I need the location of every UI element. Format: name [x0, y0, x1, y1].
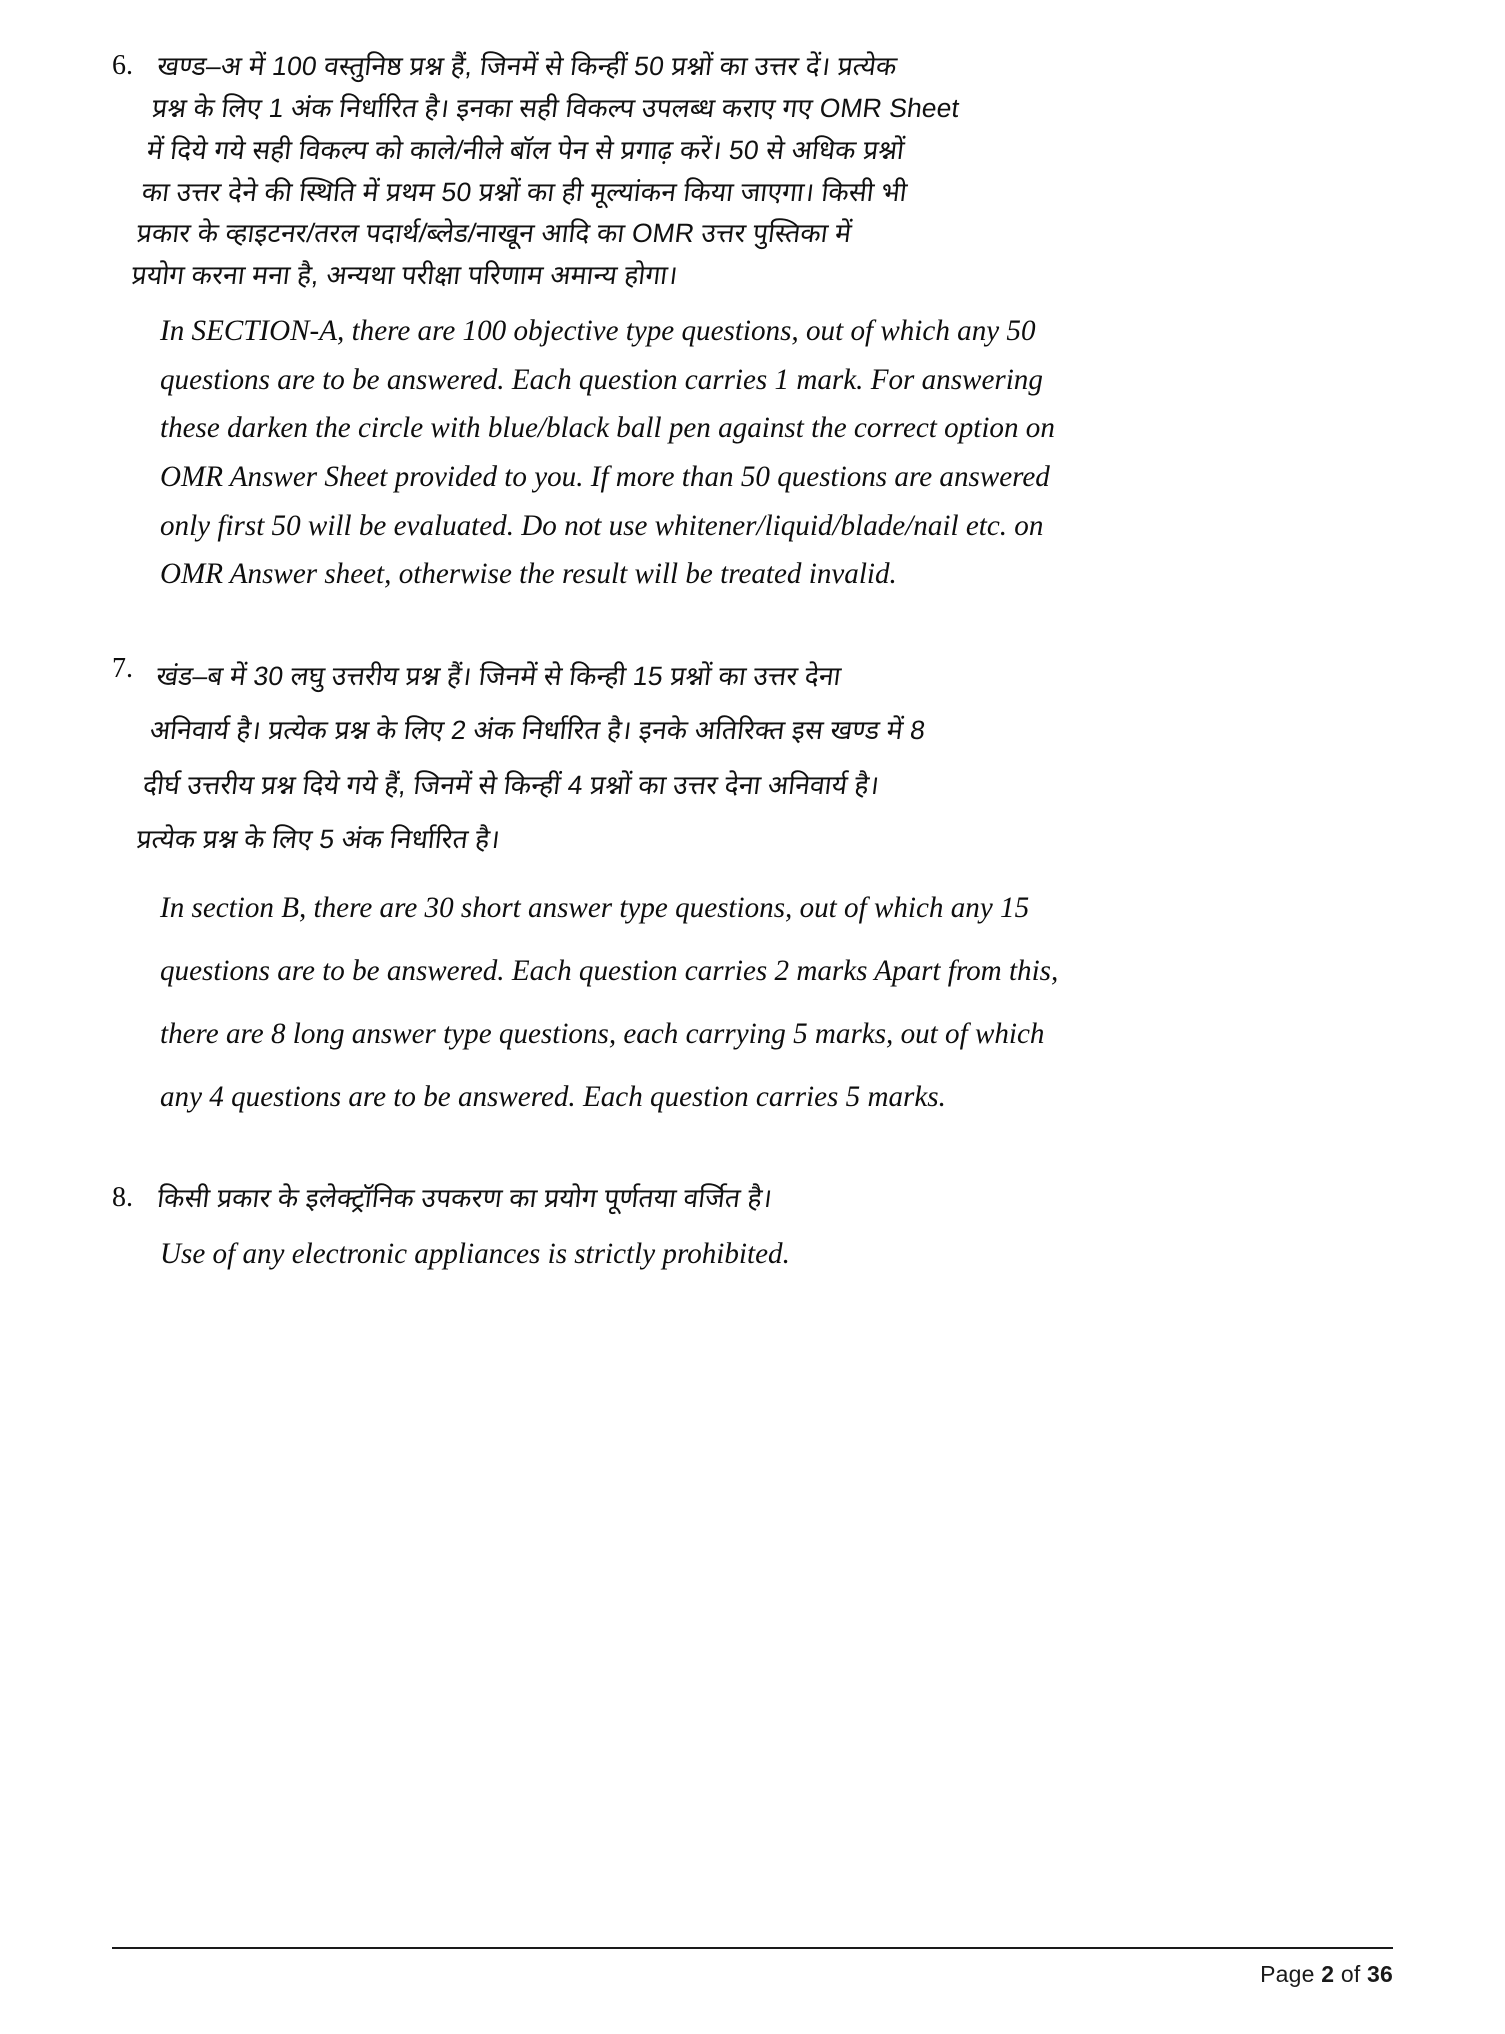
clause-6-hindi-line-6: प्रयोग करना मना है, अन्यथा परीक्षा परिणाम अमान्य होगा।: [130, 260, 680, 291]
clause-7: [112, 649, 1393, 1128]
clause-7-english-line-4: any 4 questions are to be answered. Each question carries 5 marks.: [160, 1079, 946, 1113]
clause-6-english-line-1: In SECTION-A, there are 100 objective type questions, out of which any 50: [160, 314, 1036, 348]
clause-6-english-line-3: these darken the circle with blue/black ball pen against the correct option on: [160, 411, 1055, 445]
spacer: [160, 866, 1393, 876]
clause-7-hindi-line-3: दीर्घ उत्तरीय प्रश्न दिये गये हैं, जिनमें से किन्हीं 4 प्रश्नों का उत्तर देना अनिवार्य है।: [141, 769, 881, 800]
clause-8-body: [155, 1178, 1393, 1278]
clause-6-hindi-line-4: का उत्तर देने की स्थिति में प्रथम 50 प्रश्नों का ही मूल्यांकन किया जाएगा। किसी भी: [140, 176, 909, 207]
footer-total-pages: 36: [1367, 1961, 1393, 1987]
clause-7-hindi-line-4: प्रत्येक प्रश्न के लिए 5 अंक निर्धारित है।: [134, 823, 502, 854]
footer-current-page: 2: [1321, 1961, 1335, 1987]
spacer: [160, 1220, 1393, 1230]
clause-6-english-line-2: questions are to be answered. Each question carries 1 mark. For answering: [160, 362, 1043, 396]
clause-6-hindi-line-5: प्रकार के व्हाइटनर/तरल पदार्थ/ब्लेड/नाखून आदि का OMR उत्तर पुस्तिका में: [135, 218, 854, 249]
clause-8: [112, 1178, 1393, 1278]
footer-separator: of: [1340, 1961, 1361, 1987]
clause-6-english: [160, 307, 1356, 599]
clause-7-english-line-2: questions are to be answered. Each question carries 2 marks Apart from this,: [160, 953, 1059, 987]
clause-8-english-line-1: Use of any electronic appliances is strictly prohibited.: [160, 1236, 790, 1270]
clause-7-english: [160, 876, 1356, 1128]
clause-6-hindi: [129, 46, 1393, 297]
clause-8-number: 8.: [112, 1181, 133, 1213]
clause-7-number: 7.: [112, 652, 133, 684]
clause-6-body: [130, 46, 1393, 599]
page-footer: [112, 1947, 1393, 1988]
clause-7-english-line-3: there are 8 long answer type questions, each carrying 5 marks, out of which: [160, 1016, 1045, 1050]
clause-7-hindi-line-2: अनिवार्य है। प्रत्येक प्रश्न के लिए 2 अंक निर्धारित है। इनके अतिरिक्त इस खण्ड में 8: [148, 715, 927, 746]
clause-7-hindi-line-1: खंड–ब में 30 लघु उत्तरीय प्रश्न हैं। जिनमें से किन्ही 15 प्रश्नों का उत्तर देना: [154, 660, 843, 691]
clause-6-english-line-4: OMR Answer Sheet provided to you. If more than 50 questions are answered: [160, 459, 1050, 493]
clause-6-hindi-line-1: खण्ड–अ में 100 वस्तुनिष्ठ प्रश्न हैं, जिनमें से किन्हीं 50 प्रश्नों का उत्तर दें। प्रत्येक: [155, 51, 899, 81]
spacer: [112, 625, 1393, 649]
clause-6-english-line-5: only first 50 will be evaluated. Do not use whitener/liquid/blade/nail etc. on: [160, 508, 1044, 542]
spacer: [160, 297, 1393, 307]
clause-7-english-line-1: In section B, there are 30 short answer type questions, out of which any 15: [160, 890, 1030, 924]
clause-6-english-line-6: OMR Answer sheet, otherwise the result will be treated invalid.: [160, 557, 897, 591]
spacer: [112, 1154, 1393, 1178]
clause-7-hindi: [133, 649, 1393, 866]
clause-8-english: [160, 1230, 1356, 1279]
clause-6-number: 6.: [112, 50, 133, 81]
page-number-text: [112, 1961, 1393, 1988]
clause-6-hindi-line-3: में दिये गये सही विकल्प को काले/नीले बॉल पेन से प्रगाढ़ करें। 50 से अधिक प्रश्नों: [145, 134, 907, 165]
clause-6: [112, 46, 1393, 599]
clause-8-hindi-line-1: किसी प्रकार के इलेक्ट्रॉनिक उपकरण का प्रयोग पूर्णतया वर्जित है।: [155, 1182, 774, 1213]
footer-divider: [112, 1947, 1393, 1949]
clause-6-hindi-line-2: प्रश्न के लिए 1 अंक निर्धारित है। इनका सही विकल्प उपलब्ध कराए गए OMR Sheet: [150, 92, 962, 123]
clause-8-hindi: [155, 1178, 1393, 1220]
clause-7-body: [134, 649, 1393, 1128]
footer-prefix: Page: [1260, 1961, 1315, 1987]
